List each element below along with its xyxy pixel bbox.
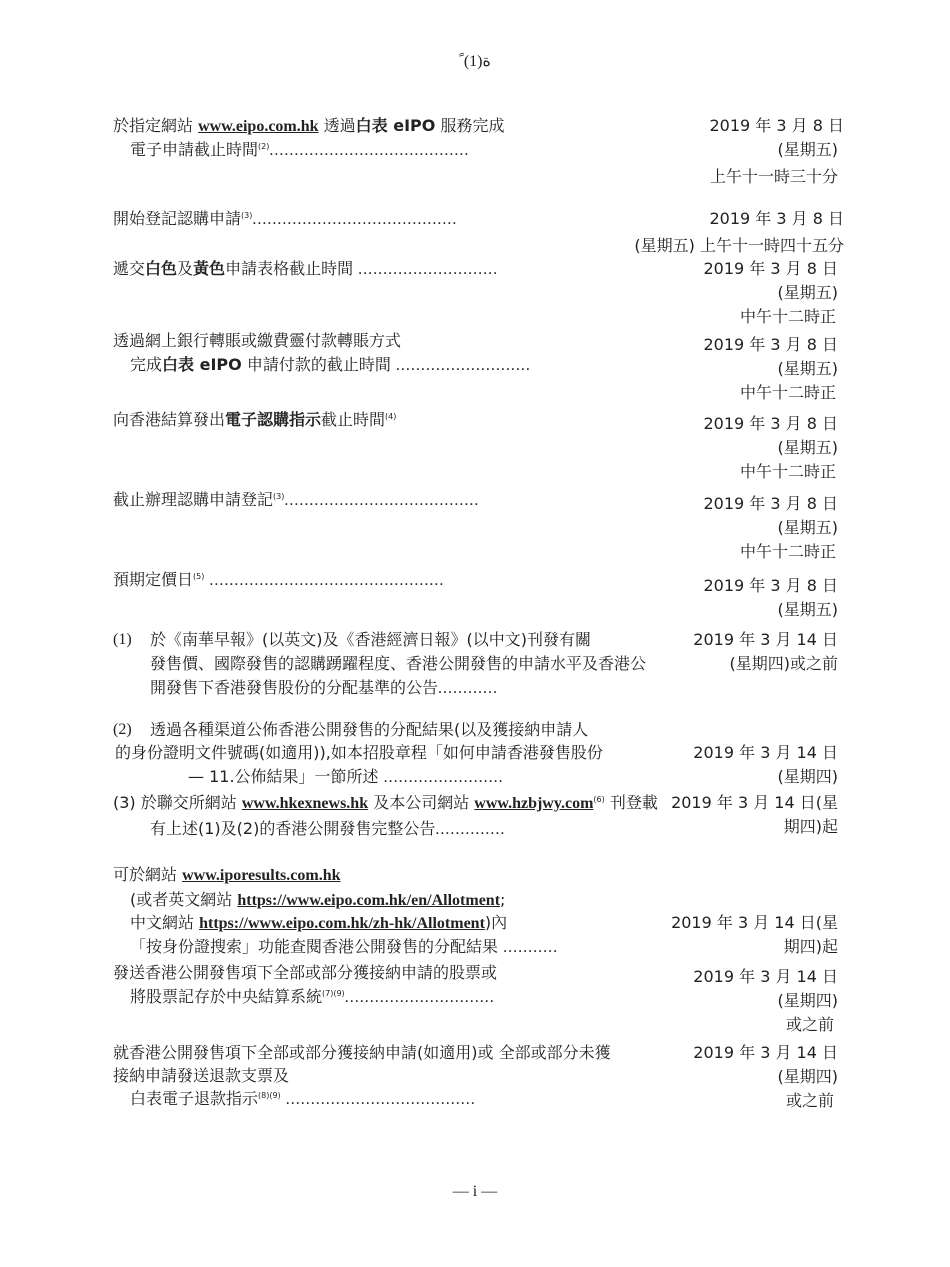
text: 服務完成	[435, 116, 505, 135]
text: )內	[484, 913, 508, 932]
time: 中午十二時正	[739, 462, 836, 481]
text: 及	[177, 259, 194, 278]
bold-white: 白色	[145, 259, 178, 278]
leader-dots: ..............................	[344, 989, 495, 1006]
text: 有上述(1)及(2)的香港公開發售完整公告	[150, 819, 436, 838]
text: 完成	[130, 355, 163, 374]
weekday: (星期五)	[777, 283, 838, 302]
row-announcement-line3	[150, 678, 498, 699]
date: 2019 年 3 月 8 日	[703, 335, 838, 354]
row-refund-line3	[130, 1089, 476, 1110]
text: 開始登記認購申請	[113, 209, 242, 228]
leader-dots: ............	[438, 680, 499, 697]
row-announcement-line1: 於《南華早報》(以英文)及《香港經濟日報》(以中文)刊發有關	[150, 630, 591, 649]
leader-dots: ...........	[503, 939, 559, 956]
leader-dots: ........................................	[269, 142, 470, 159]
ipo-results-link[interactable]: www.iporesults.com.hk	[182, 867, 341, 884]
eipo-english-allotment-link[interactable]: https://www.eipo.com.hk/en/Allotment	[237, 892, 501, 909]
text: 申請表格截止時間	[225, 259, 359, 278]
text: 預期定價日	[113, 570, 194, 589]
row-refund-line1: 就香港公開發售項下全部或部分獲接納申請(如適用)或 全部或部分未獲	[113, 1043, 611, 1062]
leader-dots: ............................	[358, 261, 499, 278]
leader-dots: ......................................	[280, 1091, 476, 1108]
text: 將股票記存於中央結算系統	[130, 987, 323, 1006]
leader-dots: ...............................................	[204, 572, 445, 589]
bold-white-form: 白表 eIPO	[355, 116, 436, 135]
weekday: (星期五)	[777, 438, 838, 457]
weekday: 期四)起	[783, 817, 838, 836]
leader-dots: .......................................	[284, 492, 480, 509]
weekday: (星期四)或之前	[729, 654, 838, 673]
text: (3) 於聯交所網站	[113, 793, 242, 812]
row-eipo-deadline-line1	[113, 116, 504, 137]
row-close-registration	[113, 490, 479, 511]
row-results-line3	[130, 913, 507, 934]
row-allocation-line1: 透過各種渠道公佈香港公開發售的分配結果(以及獲接納申請人	[150, 720, 589, 739]
date: 2019 年 3 月 8 日	[703, 576, 838, 595]
deadline-note: 或之前	[785, 1015, 834, 1034]
row-share-certificates-line1: 發送香港公開發售項下全部或部分獲接納申請的股票或	[113, 963, 498, 982]
text: 截止辦理認購申請登記	[113, 490, 274, 509]
text: 「按身份證搜索」功能查閱香港公開發售的分配結果	[130, 937, 504, 956]
eipo-chinese-allotment-link[interactable]: https://www.eipo.com.hk/zh-hk/Allotment	[199, 915, 485, 932]
footnote-ref: (4)	[385, 412, 397, 421]
text: 於指定網站	[113, 116, 199, 135]
weekday: (星期四)	[777, 767, 838, 786]
text: 透過	[318, 116, 356, 135]
footnote-ref: (2)	[258, 142, 270, 151]
date: 2019 年 3 月 8 日	[703, 259, 838, 278]
text: 申請付款的截止時間	[241, 355, 396, 374]
text: 截止時間	[321, 410, 386, 429]
text: (或者英文網站	[130, 890, 238, 909]
row-results-line2	[130, 890, 505, 911]
weekday-time: (星期五) 上午十一時四十五分	[634, 236, 844, 255]
time: 中午十二時正	[739, 307, 836, 326]
text: 中文網站	[130, 913, 200, 932]
footnote-ref: (3)	[241, 211, 253, 220]
row-allocation-line3	[188, 767, 504, 788]
row-results-line1	[113, 865, 340, 886]
date: 2019 年 3 月 14 日	[693, 1043, 838, 1062]
row-allocation-line2: 的身份證明文件號碼(如適用)),如本招股章程「如何申請香港發售股份	[115, 743, 603, 762]
text: 刊登載	[604, 793, 658, 812]
date: 2019 年 3 月 14 日(星	[671, 793, 838, 812]
date: 2019 年 3 月 14 日	[693, 630, 838, 649]
footnote-ref: (8)(9)	[258, 1091, 281, 1100]
bold-white-form: 白表 eIPO	[162, 355, 242, 374]
row-announcement-line2: 發售價、國際發售的認購踴躍程度、香港公開發售的申請水平及香港公	[150, 654, 647, 673]
text: 電子申請截止時間	[130, 140, 259, 159]
row-publish-line1	[113, 793, 658, 814]
weekday: (星期五)	[777, 359, 838, 378]
date: 2019 年 3 月 14 日	[693, 743, 838, 762]
text: 向香港結算發出	[113, 410, 226, 429]
time: 中午十二時正	[739, 542, 836, 561]
date: 2019 年 3 月 8 日	[703, 414, 838, 433]
date: 2019 年 3 月 14 日	[693, 967, 838, 986]
weekday: (星期四)	[777, 991, 838, 1010]
weekday: (星期五)	[777, 518, 838, 537]
row-refund-line2: 接納申請發送退款支票及	[113, 1066, 290, 1085]
eipo-link[interactable]: www.eipo.com.hk	[198, 118, 319, 135]
row-form-deadline	[113, 259, 498, 280]
date: 2019 年 3 月 14 日(星	[671, 913, 838, 932]
row-start-registration	[113, 209, 457, 230]
date: 2019 年 3 月 8 日	[709, 209, 844, 228]
company-website-link[interactable]: www.hzbjwy.com	[474, 795, 594, 812]
time: 上午十一時三十分	[709, 167, 838, 186]
text: ;	[500, 890, 506, 909]
text: 遞交	[113, 259, 146, 278]
row-electronic-instruction	[113, 410, 396, 430]
weekday: (星期五)	[777, 600, 838, 619]
deadline-note: 或之前	[785, 1091, 834, 1110]
date: 2019 年 3 月 8 日	[709, 116, 844, 135]
row-results-line4	[130, 937, 558, 958]
footnote-ref: (7)(9)	[322, 989, 345, 998]
text: — 11.公佈結果」一節所述	[188, 767, 384, 786]
leader-dots: ...........................	[395, 357, 531, 374]
weekday: (星期四)	[777, 1067, 838, 1086]
weekday: 期四)起	[783, 937, 838, 956]
bold-instruction: 電子認購指示	[225, 410, 322, 429]
row-payment-line1: 透過網上銀行轉賬或繳費靈付款轉賬方式	[113, 331, 402, 350]
page-header: ﺓ(1)ﹰ	[459, 53, 491, 70]
date: 2019 年 3 月 8 日	[703, 494, 838, 513]
text: 開發售下香港發售股份的分配基準的公告	[150, 678, 439, 697]
leader-dots: ........................	[383, 769, 504, 786]
leader-dots: .........................................	[252, 211, 458, 228]
footnote-ref: (5)	[193, 572, 205, 581]
item-number: (2)	[113, 721, 132, 738]
row-price-determination	[113, 570, 444, 591]
text: 及本公司網站	[368, 793, 475, 812]
time: 中午十二時正	[739, 383, 836, 402]
weekday: (星期五)	[777, 140, 838, 159]
row-share-certificates-line2	[130, 987, 495, 1008]
row-eipo-deadline-line2	[130, 140, 469, 161]
footnote-ref: (6)	[593, 795, 605, 804]
page-number: — i —	[452, 1183, 498, 1200]
text: 白表電子退款指示	[130, 1089, 259, 1108]
leader-dots: ..............	[435, 821, 506, 838]
row-payment-line2	[130, 355, 531, 376]
footnote-ref: (3)	[273, 492, 285, 501]
hkexnews-link[interactable]: www.hkexnews.hk	[241, 795, 369, 812]
text: 可於網站	[113, 865, 183, 884]
row-publish-line2	[150, 819, 505, 840]
bold-yellow: 黃色	[193, 259, 226, 278]
item-number: (1)	[113, 631, 132, 648]
